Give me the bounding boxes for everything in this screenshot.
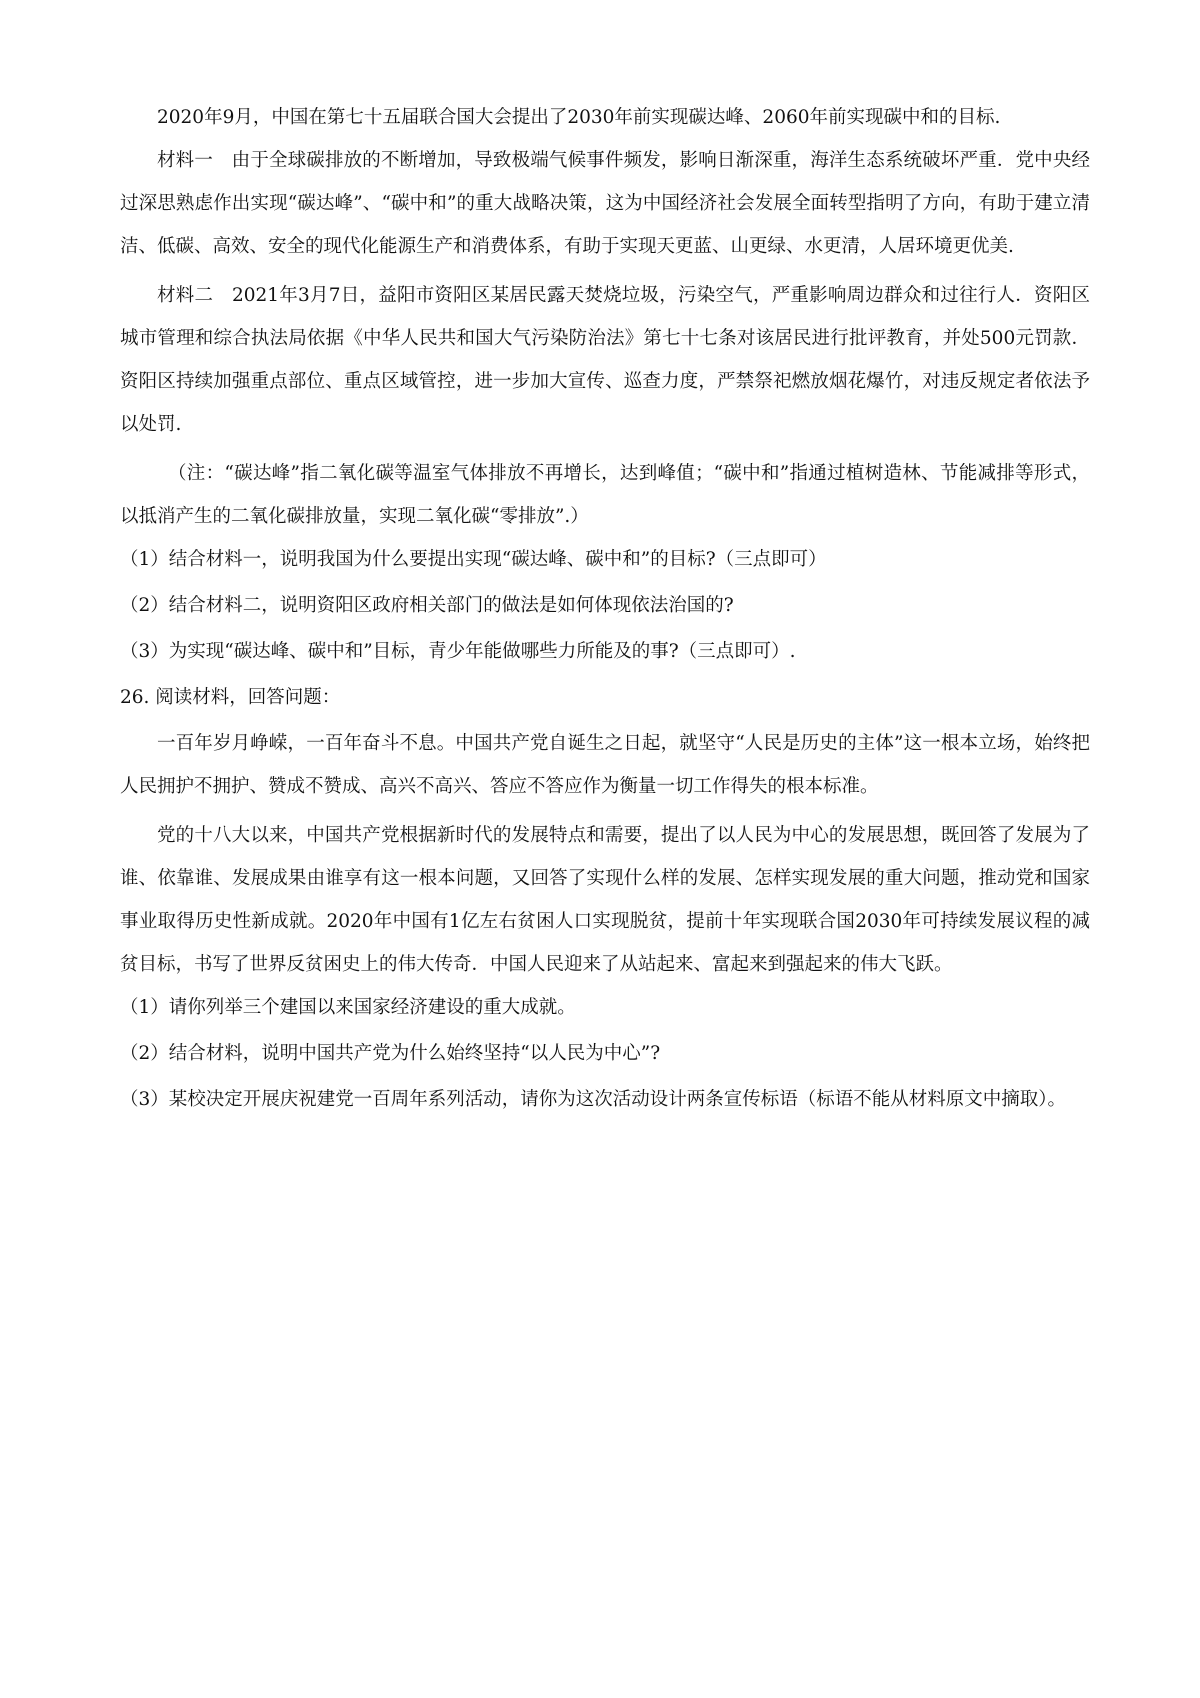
question-item: （1）结合材料一，说明我国为什么要提出实现“碳达峰、碳中和”的目标?（三点即可）: [120, 549, 827, 570]
intro-paragraph: 2020年9月，中国在第七十五届联合国大会提出了2030年前实现碳达峰、2060年前实现碳中和的目标.: [157, 107, 1001, 128]
material-two-paragraph: 材料二 2021年3月7日，益阳市资阳区某居民露天焚烧垃圾，污染空气，严重影响周边群众和过往行人．资阳区城市管理和综合执法局依据《中华人民共和国大气污染防治法》第七十七条对该居民进行批评教育，并处500元罚款．资阳区持续加强重点部位、重点区域管控，进一步加大宣传、巡查力度，严禁祭祀燃放烟花爆竹，对违反规定者依法予以处罚.: [120, 285, 1090, 435]
document-body: [120, 96, 1090, 1121]
question-item: （2）结合材料二，说明资阳区政府相关部门的做法是如何体现依法治国的?: [120, 595, 734, 616]
question-item: （2）结合材料，说明中国共产党为什么始终坚持“以人民为中心”?: [120, 1043, 661, 1064]
material-one-paragraph: 材料一 由于全球碳排放的不断增加，导致极端气候事件频发，影响日渐深重，海洋生态系统破坏严重．党中央经过深思熟虑作出实现“碳达峰”、“碳中和”的重大战略决策，这为中国经济社会发展全面转型指明了方向，有助于建立清洁、低碳、高效、安全的现代化能源生产和消费体系，有助于实现天更蓝、山更绿、水更清，人居环境更优美.: [120, 150, 1090, 257]
question-item: （1）请你列举三个建国以来国家经济建设的重大成就。: [120, 997, 576, 1018]
material-paragraph: 党的十八大以来，中国共产党根据新时代的发展特点和需要，提出了以人民为中心的发展思想，既回答了发展为了谁、依靠谁、发展成果由谁享有这一根本问题，又回答了实现什么样的发展、怎样实现发展的重大问题，推动党和国家事业取得历史性新成就。2020年中国有1亿左右贫困人口实现脱贫，提前十年实现联合国2030年可持续发展议程的减贫目标，书写了世界反贫困史上的伟大传奇．中国人民迎来了从站起来、富起来到强起来的伟大飞跃。: [120, 825, 1090, 975]
question-heading: 26. 阅读材料，回答问题：: [120, 687, 341, 708]
question-item: （3）某校决定开展庆祝建党一百周年系列活动，请你为这次活动设计两条宣传标语（标语不能从材料原文中摘取）。: [120, 1089, 1067, 1110]
material-paragraph: 一百年岁月峥嵘，一百年奋斗不息。中国共产党自诞生之日起，就坚守“人民是历史的主体”这一根本立场，始终把人民拥护不拥护、赞成不赞成、高兴不高兴、答应不答应作为衡量一切工作得失的根本标准。: [120, 733, 1090, 797]
note-paragraph: （注：“碳达峰”指二氧化碳等温室气体排放不再增长，达到峰值；“碳中和”指通过植树造林、节能减排等形式，以抵消产生的二氧化碳排放量，实现二氧化碳“零排放”.）: [120, 463, 1090, 527]
question-item: （3）为实现“碳达峰、碳中和”目标，青少年能做哪些力所能及的事?（三点即可）.: [120, 641, 796, 662]
